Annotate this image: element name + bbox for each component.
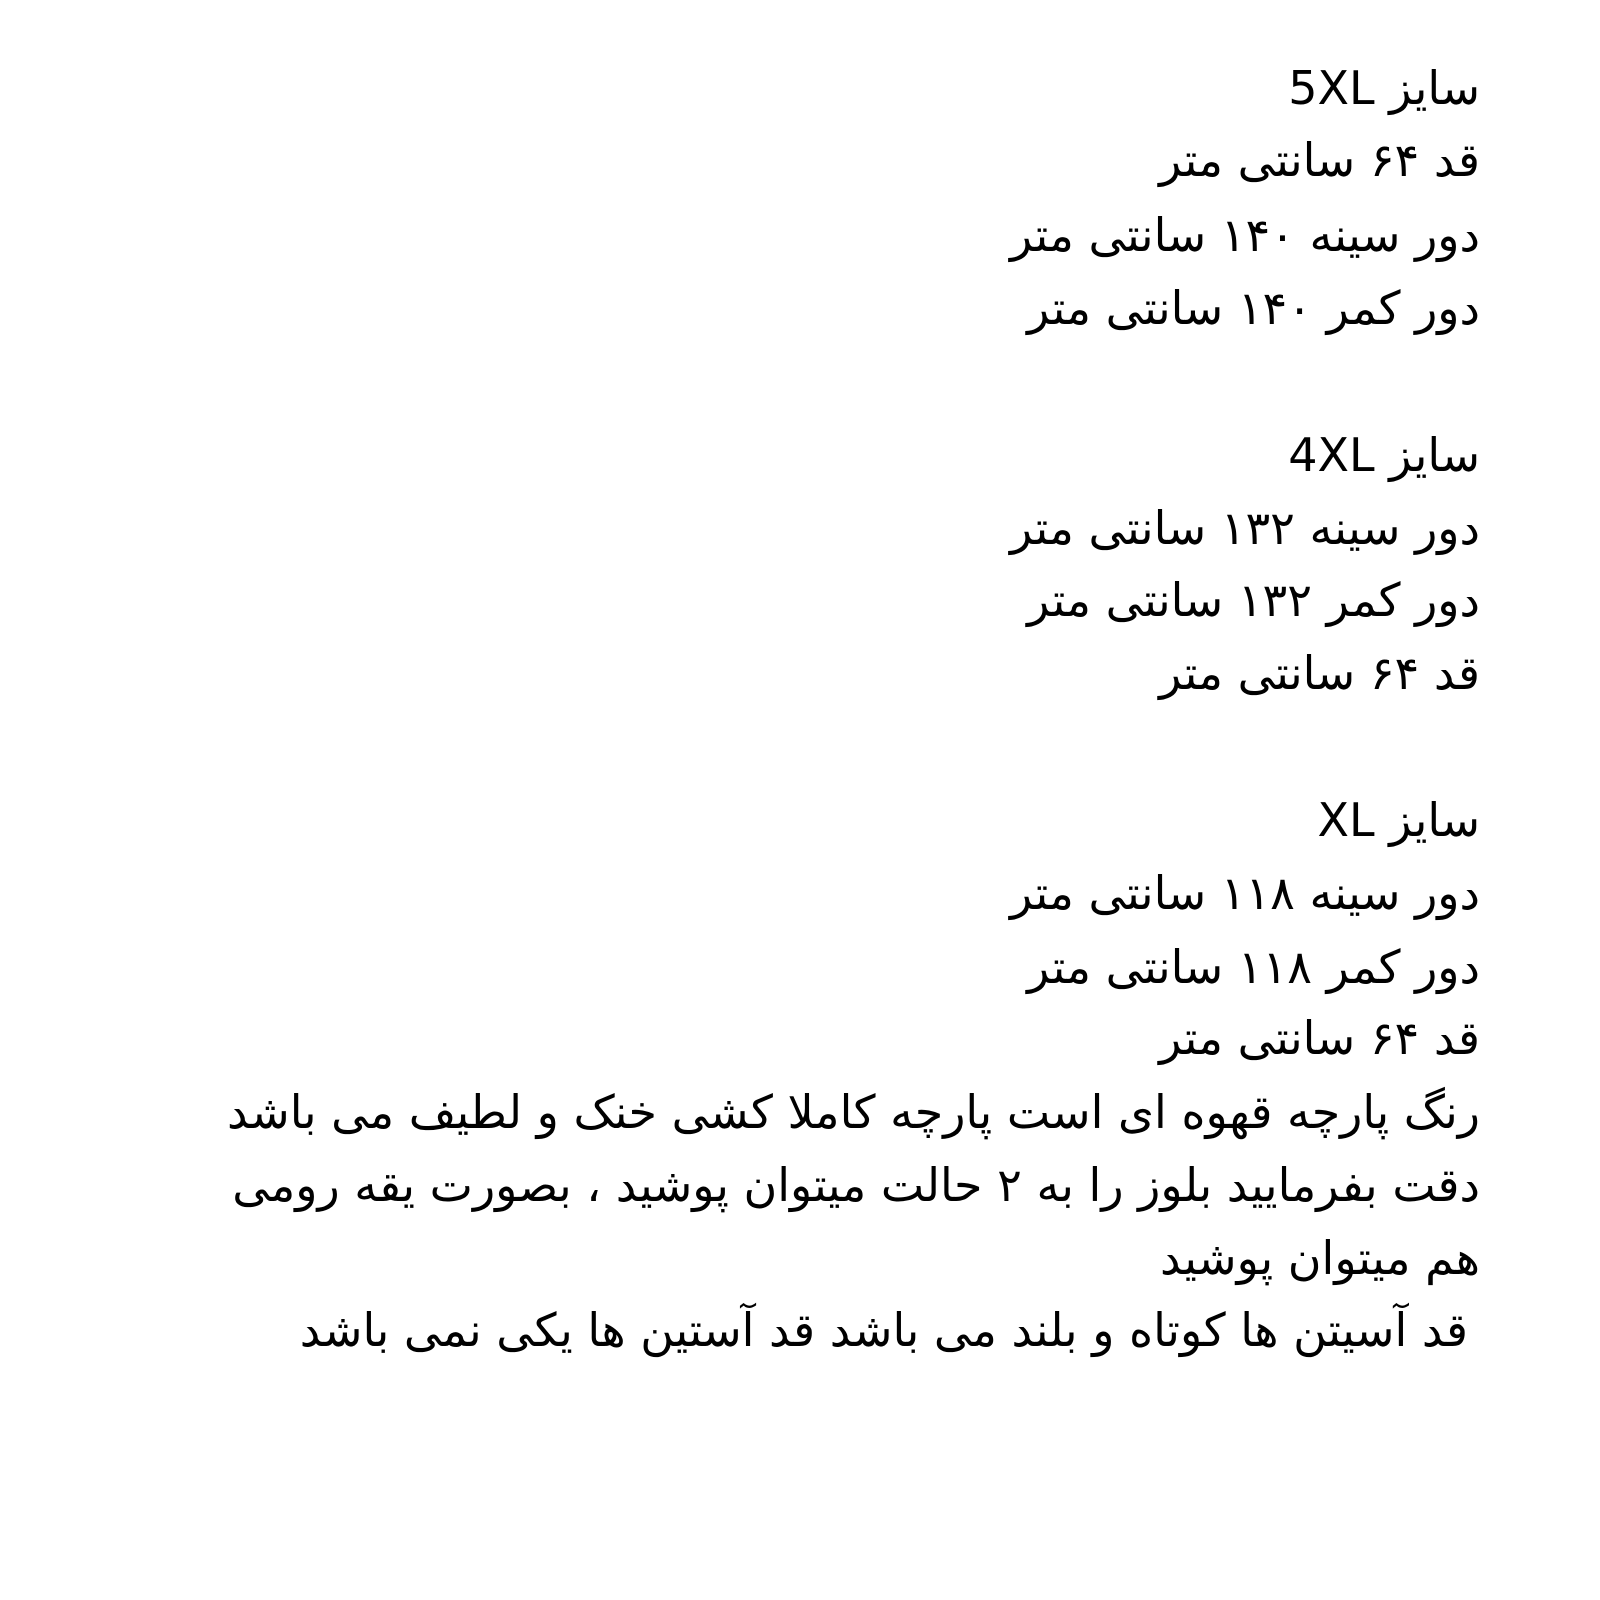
size-4xl-waist: دور کمر ۱۳۲ سانتی متر (1027, 573, 1480, 627)
size-4xl-height: قد ۶۴ سانتی متر (1159, 646, 1480, 700)
description-line-4: قد آسیتن ها کوتاه و بلند می باشد قد آستین ها یکی نمی باشد (299, 1303, 1468, 1357)
description-line-2: دقت بفرمایید بلوز را به ۲ حالت میتوان پوشید ، بصورت یقه رومی (232, 1158, 1480, 1212)
size-5xl-waist: دور کمر ۱۴۰ سانتی متر (1027, 281, 1480, 335)
size-5xl-heading: سایز 5XL (1288, 61, 1480, 115)
size-xl-height: قد ۶۴ سانتی متر (1159, 1011, 1480, 1065)
description-line-1: رنگ پارچه قهوه ای است پارچه کاملا کشی خنک و لطیف می باشد (227, 1085, 1480, 1139)
size-4xl-heading: سایز 4XL (1288, 428, 1480, 482)
size-xl-waist: دور کمر ۱۱۸ سانتی متر (1027, 940, 1480, 994)
description-line-3: هم میتوان پوشید (1160, 1231, 1480, 1285)
size-4xl-chest: دور سینه ۱۳۲ سانتی متر (1010, 501, 1480, 555)
size-5xl-height: قد ۶۴ سانتی متر (1159, 133, 1480, 187)
size-5xl-chest: دور سینه ۱۴۰ سانتی متر (1010, 208, 1480, 262)
size-xl-heading: سایز XL (1317, 793, 1480, 847)
size-xl-chest: دور سینه ۱۱۸ سانتی متر (1010, 866, 1480, 920)
